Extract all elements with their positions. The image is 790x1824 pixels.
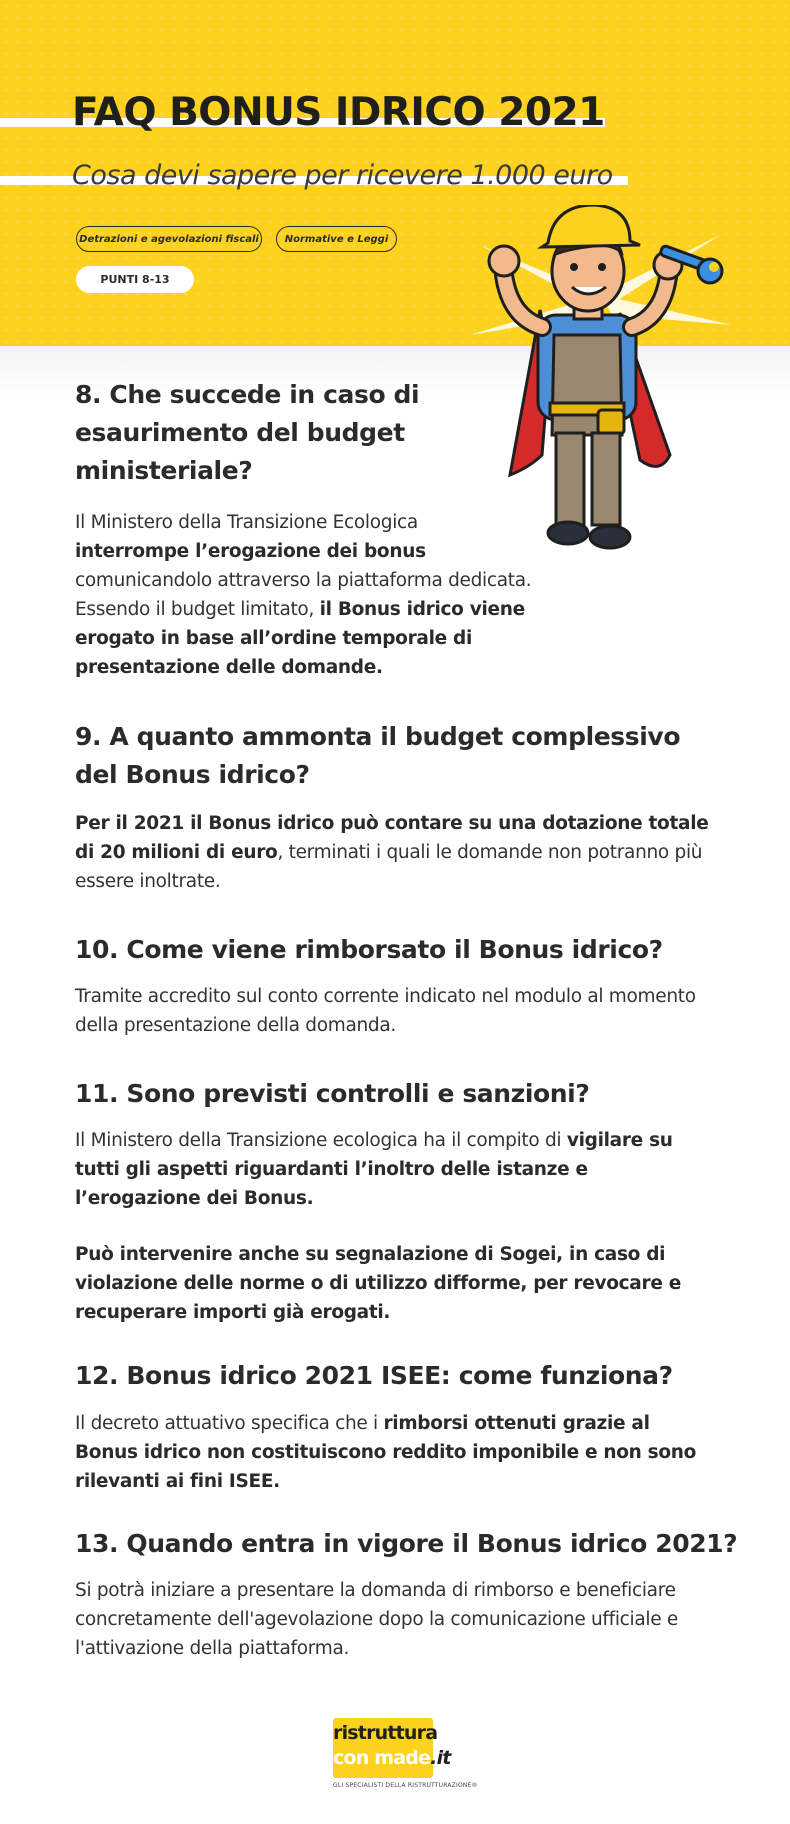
hard-hat xyxy=(542,205,640,247)
text-segment: Il Ministero della Transizione Ecologica xyxy=(75,512,418,533)
page-title: FAQ BONUS IDRICO 2021 xyxy=(72,90,605,135)
logo-line2 xyxy=(333,1747,451,1769)
faq-question-9: 9. A quanto ammonta il budget complessivo del Bonus idrico? xyxy=(75,722,681,789)
logo-line1: ristruttura xyxy=(333,1722,438,1744)
text-segment: , terminati i quali le domande non potranno più essere inoltrate. xyxy=(75,842,703,892)
left-eye xyxy=(570,263,578,271)
left-boot xyxy=(548,522,588,544)
faq-answer-11a xyxy=(75,1126,715,1213)
bold-text: il Bonus idrico viene erogato in base all’ordine temporale di presentazione delle domande. xyxy=(75,599,525,678)
text-segment: Tramite accredito sul conto corrente indicato nel modulo al momento della presentazione della domanda. xyxy=(75,986,696,1036)
left-leg xyxy=(556,433,584,525)
faq-answer-8 xyxy=(75,508,535,682)
faq-answer-13 xyxy=(75,1576,715,1663)
logo-suffix: .it xyxy=(430,1747,451,1769)
tool-pouch xyxy=(598,410,624,434)
page-subtitle: Cosa devi sapere per ricevere 1.000 euro xyxy=(72,160,613,191)
logo-tagline: GLI SPECIALISTI DELLA RISTRUTTURAZIONE® xyxy=(333,1782,478,1789)
text-segment: comunicandolo attraverso la piattaforma dedicata. Essendo il budget limitato, xyxy=(75,570,532,620)
bold-text: Per il 2021 il Bonus idrico può contare su una dotazione totale di 20 milioni di euro xyxy=(75,813,709,863)
faq-question-13: 13. Quando entra in vigore il Bonus idrico 2021? xyxy=(75,1529,738,1558)
right-boot xyxy=(590,526,630,548)
right-eye xyxy=(598,263,606,271)
left-fist xyxy=(489,246,519,276)
text-segment: Si potrà iniziare a presentare la domanda di rimborso e beneficiare concretamente dell'agevolazione dopo la comunicazione ufficiale e l'attivazione della piattaforma. xyxy=(75,1580,679,1659)
bold-text: interrompe l’erogazione dei bonus xyxy=(75,541,426,562)
tag-detrazioni[interactable]: Detrazioni e agevolazioni fiscali xyxy=(76,226,262,252)
text-segment: Il decreto attuativo specifica che i xyxy=(75,1413,384,1434)
faq-answer-9 xyxy=(75,809,715,896)
tag-normative[interactable]: Normative e Leggi xyxy=(276,226,397,252)
faq-question-8: 8. Che succede in caso di esaurimento del budget ministeriale? xyxy=(75,380,420,485)
text-segment: Il Ministero della Transizione ecologica ha il compito di xyxy=(75,1130,567,1151)
faq-answer-10 xyxy=(75,982,715,1040)
faq-answer-12 xyxy=(75,1409,715,1496)
bold-text: rimborsi ottenuti grazie al Bonus idrico non costituiscono reddito imponibile e non sono rilevanti ai fini ISEE. xyxy=(75,1413,697,1492)
right-leg xyxy=(592,433,620,525)
worker-mascot-illustration xyxy=(470,205,732,560)
faq-question-12: 12. Bonus idrico 2021 ISEE: come funziona? xyxy=(75,1361,673,1390)
faq-answer-11b xyxy=(75,1240,715,1327)
bold-text: Può intervenire anche su segnalazione di Sogei, in caso di violazione delle norme o di utilizzo difforme, per revocare e recuperare importi già erogati. xyxy=(75,1244,681,1323)
points-badge: PUNTI 8-13 xyxy=(76,266,194,293)
faq-question-11: 11. Sono previsti controlli e sanzioni? xyxy=(75,1079,590,1108)
faq-question-10: 10. Come viene rimborsato il Bonus idrico? xyxy=(75,935,663,964)
bold-text: vigilare su tutti gli aspetti riguardanti l’inoltro delle istanze e l’erogazione dei Bonus. xyxy=(75,1130,673,1209)
logo-line2-text: con made xyxy=(333,1747,431,1769)
